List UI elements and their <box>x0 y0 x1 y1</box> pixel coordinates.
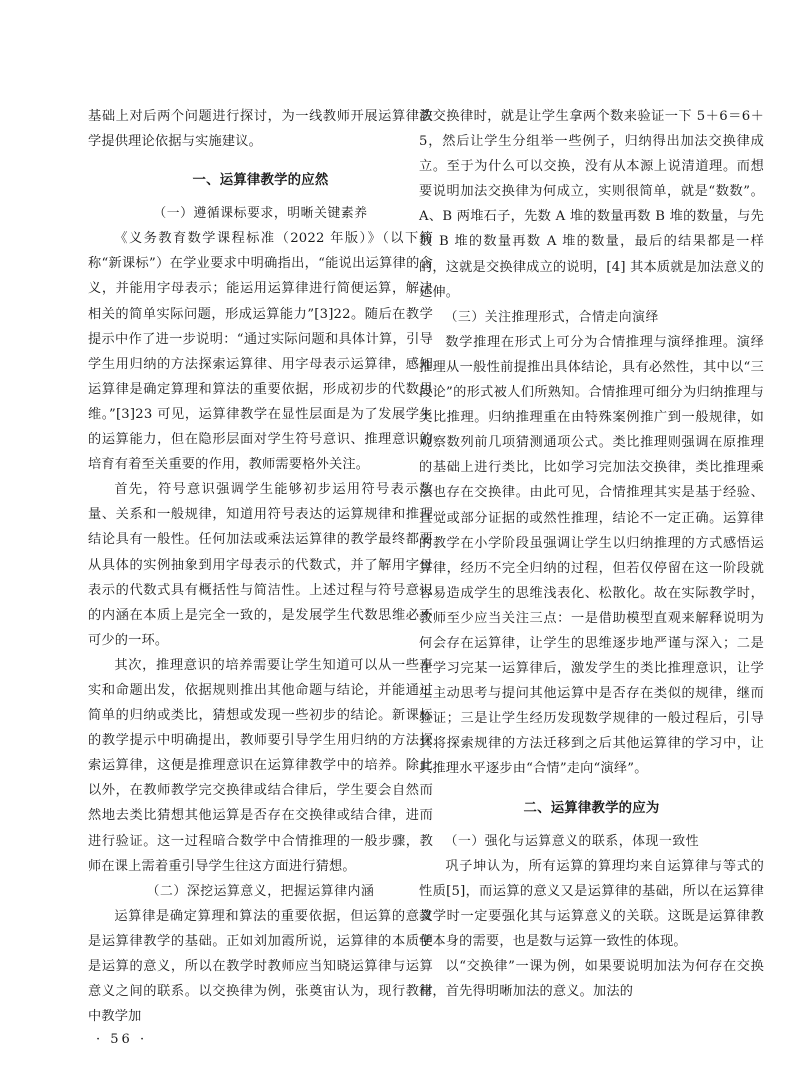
first-point-paragraph: 首先，符号意识强调学生能够初步运用符号表示数量、关系和一般规律，知道用符号表达的运算规律和推理结论具有一般性。任何加法或乘法运算律的教学最终都要从具体的实例抽象到用字母表示的代数式，并了解用字母表示的代数式具有概括性与简洁性。上述过程与符号意识的内涵在本质上是完全一致的，是发展学生代数思维必不可少的一环。 <box>88 482 433 648</box>
left-column <box>88 104 433 1029</box>
subsection-heading-1: （一）遵循课标要求，明晰关键素养 <box>153 206 368 222</box>
right-column <box>419 104 764 1004</box>
curriculum-paragraph: 《义务教育数学课程标准（2022 年版）》（以下简称“新课标”）在学业要求中明确指出，“能说出运算律的含义，并能用字母表示；能运用运算律进行简便运算，解决相关的简单实际问题，形成运算能力”[3]22。随后在教学提示中作了进一步说明：“通过实际问题和具体计算，引导学生用归纳的方法探索运算律、用字母表示运算律，感知运算律是确定算理和算法的重要依据，形成初步的代数思维。”[3]23 可见，运算律教学在显性层面是为了发展学生的运算能力，但在隐形层面对学生符号意识、推理意识的培育有着至关重要的作用，教师需要格外关注。 <box>88 231 433 473</box>
continued-paragraph: 法交换律时，就是让学生拿两个数来验证一下 5＋6＝6＋5，然后让学生分组举一些例子，归纳得出加法交换律成立。至于为什么可以交换，没有从本源上说清道理。而想要说明加法交换律为何成立，实则很简单，就是“数数”。A、B 两堆石子，先数 A 堆的数量再数 B 堆的数量，与先数 B 堆的数量再数 A 堆的数量，最后的结果都是一样的，这就是交换律成立的说明，[4] 其本质就是加法意义的延伸。 <box>419 109 764 300</box>
section-heading-2: 二、运算律教学的应为 <box>523 800 660 816</box>
reasoning-paragraph: 数学推理在形式上可分为合情推理与演绎推理。演绎推理从一般性前提推出具体结论，具有必然性，其中以“三段论”的形式被人们所熟知。合情推理可细分为归纳推理与类比推理。归纳推理重在由特殊案例推广到一般规律，如观察数列前几项猜测通项公式。类比推理则强调在原推理的基础上进行类比，比如学习完加法交换律，类比推理乘法也存在交换律。由此可见，合情推理其实是基于经验、直觉或部分证据的或然性推理，结论不一定正确。运算律的教学在小学阶段虽强调让学生以归纳推理的方式感悟运算律，经历不完全归纳的过程，但若仅停留在这一阶段就容易造成学生的思维浅表化、松散化。故在实际教学时，教师至少应当关注三点：一是借助模型直观来解释说明为何会存在运算律，让学生的思维逐步地严谨与深入；二是在学习完某一运算律后，激发学生的类比推理意识，让学生主动思考与提问其他运算中是否存在类似的规律，继而验证；三是让学生经历发现数学规律的一般过程后，引导其将探索规律的方法迁移到之后其他运算律的学习中，让其推理水平逐步由“合情”走向“演绎”。 <box>419 334 764 777</box>
subsection-heading-3: （三）关注推理形式，合情走向演绎 <box>444 309 659 325</box>
commutative-example-paragraph: 以“交换律”一课为例，如果要说明加法为何存在交换律，首先得明晰加法的意义。加法的 <box>419 959 764 1000</box>
operation-meaning-paragraph: 运算律是确定算理和算法的重要依据，但运算的意义是运算律教学的基础。正如刘加霞所说，运算律的本质便是运算的意义，所以在教学时教师应当知晓运算律与运算意义之间的联系。以交换律为例，张奠宙认为，现行教材中教学加 <box>88 908 433 1025</box>
subsection-heading-2: （二）深挖运算意义，把握运算律内涵 <box>146 883 375 899</box>
section-heading-1: 一、运算律教学的应然 <box>192 173 329 189</box>
second-point-paragraph: 其次，推理意识的培养需要让学生知道可以从一些事实和命题出发，依据规则推出其他命题与结论，并能通过简单的归纳或类比，猜想或发现一些初步的结论。新课标的教学提示中明确提出，教师要引导学生用归纳的方法探索运算律，这便是推理意识在运算律教学中的培养。除此以外，在教师教学完交换律或结合律后，学生要会自然而然地去类比猜想其他运算是否存在交换律或结合律，进而进行验证。这一过程暗合数学中合情推理的一般步骤，教师在课上需着重引导学生往这方面进行猜想。 <box>88 657 433 874</box>
subsection-heading-4: （一）强化与运算意义的联系，体现一致性 <box>444 833 700 849</box>
intro-paragraph: 基础上对后两个问题进行探讨，为一线教师开展运算律教学提供理论依据与实施建议。 <box>88 109 433 150</box>
page-number: · 56 · <box>96 1032 148 1047</box>
gong-zikun-paragraph: 巩子坤认为，所有运算的算理均来自运算律与等式的性质[5]，而运算的意义又是运算律的基础，所以在运算律教学时一定要强化其与运算意义的关联。这既是运算律教学本身的需要，也是数与运算一致性的体现。 <box>419 858 764 949</box>
